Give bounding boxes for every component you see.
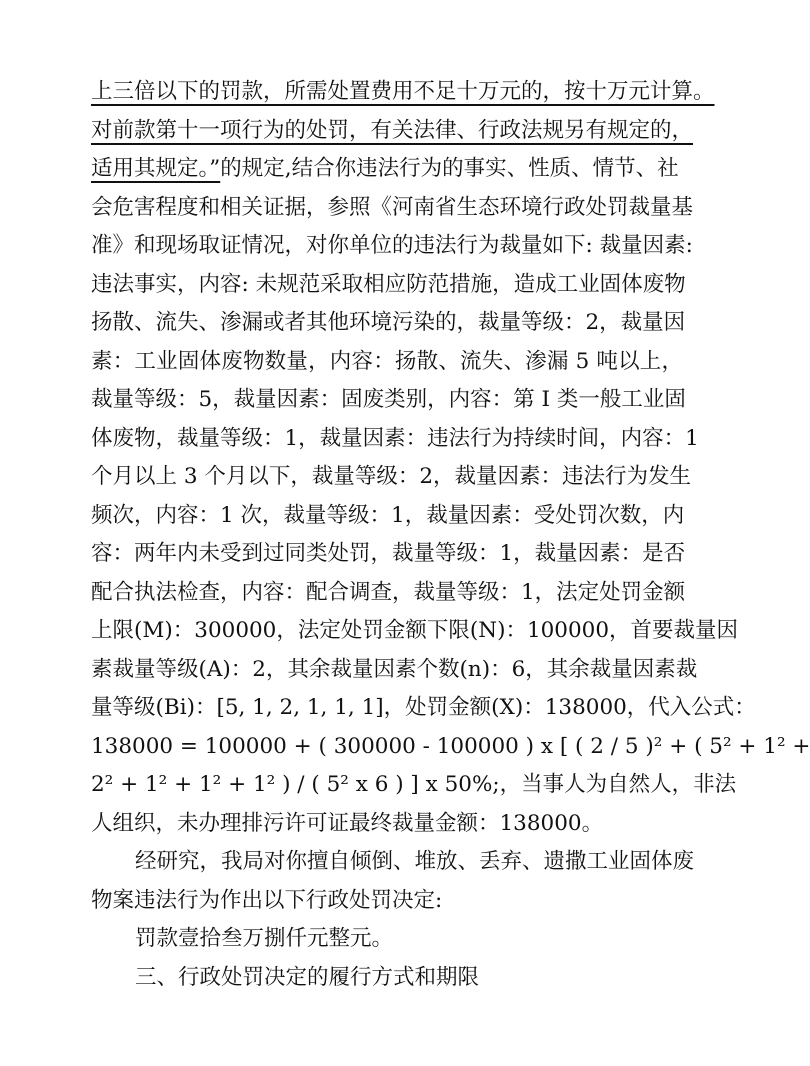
text-line-8: 素：工业固体废物数量，内容：扬散、流失、渗漏 5 吨以上，	[91, 349, 683, 374]
text-line-12: 频次，内容：1 次，裁量等级：1，裁量因素：受处罚次数，内	[91, 503, 685, 528]
text-line-4: 会危害程度和相关证据，参照《河南省生态环境行政处罚裁量基	[91, 195, 694, 220]
section-heading-3: 三、行政处罚决定的履行方式和期限	[135, 965, 480, 990]
text-line-11: 个月以上 3 个月以下，裁量等级：2，裁量因素：违法行为发生	[91, 464, 692, 489]
text-line-3-underlined: 适用其规定。”	[91, 156, 221, 181]
text-line-9: 裁量等级：5，裁量因素：固废类别，内容：第 I 类一般工业固	[91, 387, 686, 412]
text-line-21: 经研究，我局对你擅自倾倒、堆放、丢弃、遗撒工业固体废	[135, 849, 695, 874]
penalty-amount-line: 罚款壹拾叁万捌仟元整元。	[135, 926, 394, 951]
text-line-1: 上三倍以下的罚款，所需处置费用不足十万元的，按十万元计算。	[91, 79, 715, 104]
text-line-5: 准》和现场取证情况，对你单位的违法行为裁量如下: 裁量因素:	[91, 233, 693, 258]
text-line-6: 违法事实，内容: 未规范采取相应防范措施，造成工业固体废物	[91, 272, 686, 297]
text-line-22: 物案违法行为作出以下行政处罚决定:	[91, 888, 443, 913]
text-line-14: 配合执法检查，内容：配合调查，裁量等级：1，法定处罚金额	[91, 580, 686, 605]
text-line-2: 对前款第十一项行为的处罚，有关法律、行政法规另有规定的，	[91, 118, 694, 143]
text-line-13: 容：两年内未受到过同类处罚，裁量等级：1，裁量因素：是否	[91, 541, 686, 566]
text-line-18: 138000 = 100000 + ( 300000 - 100000 ) x [ ( 2 / 5 )² + ( 5² + 1² +	[91, 734, 810, 759]
text-line-20: 人组织，未办理排污许可证最终裁量金额：138000。	[91, 811, 604, 836]
text-line-19: 2² + 1² + 1² + 1² ) / ( 5² x 6 ) ] x 50%;，当事人为自然人，非法	[91, 772, 737, 797]
text-line-3	[91, 152, 683, 186]
text-line-10: 体废物，裁量等级：1，裁量因素：违法行为持续时间，内容：1	[91, 426, 699, 451]
text-line-16: 素裁量等级(A)：2，其余裁量因素个数(n)：6，其余裁量因素裁	[91, 657, 698, 682]
text-line-7: 扬散、流失、渗漏或者其他环境污染的，裁量等级：2，裁量因	[91, 310, 686, 335]
text-line-15: 上限(M)：300000，法定处罚金额下限(N)：100000，首要裁量因	[91, 618, 739, 643]
text-line-17: 量等级(Bi)：[5, 1, 2, 1, 1, 1]，处罚金额(X)：138000，代入公式：	[91, 695, 756, 720]
text-line-3-rest: 的规定,结合你违法行为的事实、性质、情节、社	[220, 156, 679, 181]
